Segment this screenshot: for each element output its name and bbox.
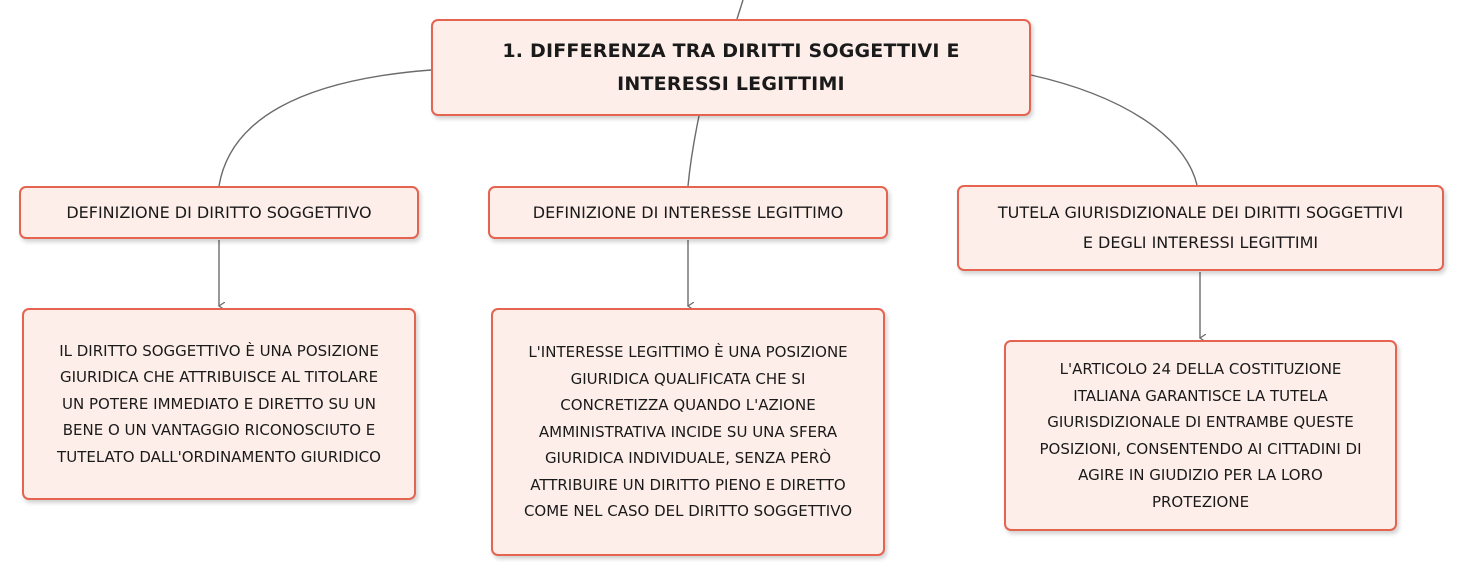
topic-line: TUTELA GIURISDIZIONALE DEI DIRITTI SOGGETTIVI [997, 203, 1404, 222]
topic-line: DEFINIZIONE DI INTERESSE LEGITTIMO [532, 202, 844, 222]
root-topic-line: 1. DIFFERENZA TRA DIRITTI SOGGETTIVI E [502, 39, 960, 62]
root-topic-line: INTERESSI LEGITTIMI [617, 72, 845, 95]
subtopic-line: IL DIRITTO SOGGETTIVO È UNA POSIZIONE [59, 341, 379, 360]
subtopic-interesse-legittimo-text[interactable] [491, 308, 885, 556]
subtopic-tutela-text[interactable] [1004, 340, 1397, 531]
subtopic-diritto-soggettivo-text[interactable] [22, 308, 416, 500]
subtopic-line: CONCRETIZZA QUANDO L'AZIONE [560, 396, 816, 415]
subtopic-text [1039, 356, 1361, 515]
connector-root-to-tutela [1031, 75, 1197, 185]
subtopic-line: ATTRIBUIRE UN DIRITTO PIENO E DIRETTO [530, 475, 846, 494]
subtopic-line: GIURISDIZIONALE DI ENTRAMBE QUESTE [1047, 413, 1354, 431]
root-topic-text [502, 35, 959, 101]
subtopic-line: AGIRE IN GIUDIZIO PER LA LORO [1078, 466, 1323, 484]
subtopic-line: BENE O UN VANTAGGIO RICONOSCIUTO E [62, 421, 376, 440]
subtopic-text [524, 339, 852, 525]
connector-parent-to-root [737, 0, 743, 19]
subtopic-line: L'INTERESSE LEGITTIMO È UNA POSIZIONE [528, 343, 848, 362]
subtopic-line: GIURIDICA INDIVIDUALE, SENZA PERÒ [544, 449, 832, 468]
root-topic[interactable] [431, 19, 1031, 116]
topic-definizione-diritto-soggettivo[interactable] [19, 186, 419, 239]
topic-definizione-interesse-legittimo[interactable] [488, 186, 888, 239]
topic-tutela-giurisdizionale[interactable] [957, 185, 1444, 271]
subtopic-text [57, 338, 381, 471]
connector-root-to-def-interesse [688, 116, 699, 186]
subtopic-line: ITALIANA GARANTISCE LA TUTELA [1073, 386, 1328, 405]
subtopic-line: PROTEZIONE [1151, 492, 1250, 511]
subtopic-line: GIURIDICA QUALIFICATA CHE SI [570, 369, 806, 388]
topic-line: DEFINIZIONE DI DIRITTO SOGGETTIVO [66, 202, 372, 222]
subtopic-line: POSIZIONI, CONSENTENDO AI CITTADINI DI [1039, 439, 1362, 458]
topic-text [998, 198, 1403, 258]
subtopic-line: L'ARTICOLO 24 DELLA COSTITUZIONE [1059, 360, 1342, 378]
topic-line: E DEGLI INTERESSI LEGITTIMI [1082, 233, 1319, 252]
subtopic-line: UN POTERE IMMEDIATO E DIRETTO SU UN [62, 394, 376, 413]
connector-root-to-def-diritto [219, 70, 431, 186]
topic-text [533, 198, 843, 228]
subtopic-line: AMMINISTRATIVA INCIDE SU UNA SFERA [538, 422, 838, 441]
subtopic-line: TUTELATO DALL'ORDINAMENTO GIURIDICO [57, 447, 381, 466]
topic-text [66, 198, 371, 228]
subtopic-line: GIURIDICA CHE ATTRIBUISCE AL TITOLARE [59, 368, 379, 387]
subtopic-line: COME NEL CASO DEL DIRITTO SOGGETTIVO [523, 502, 853, 521]
